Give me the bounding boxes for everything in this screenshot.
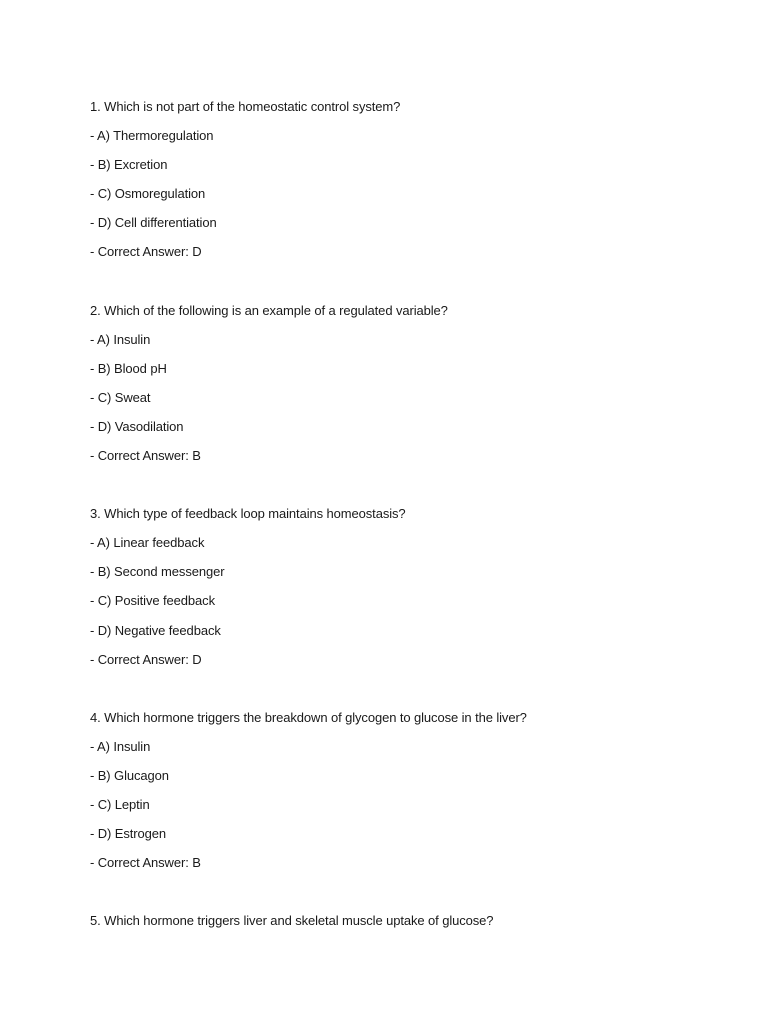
option-c: - C) Positive feedback	[90, 593, 215, 609]
option-a: - A) Insulin	[90, 738, 151, 754]
question-block-4	[90, 703, 730, 878]
correct-answer: - Correct Answer: B	[90, 448, 201, 464]
option-b: - B) Glucagon	[90, 767, 169, 783]
question-text: 1. Which is not part of the homeostatic control system?	[90, 99, 401, 114]
option-d: - D) Estrogen	[90, 826, 167, 842]
question-block-1	[90, 92, 730, 267]
question-block-2	[90, 296, 730, 471]
question-block-3	[90, 499, 730, 674]
correct-answer: - Correct Answer: B	[90, 855, 201, 871]
option-a: - A) Insulin	[90, 331, 151, 347]
option-c: - C) Leptin	[90, 796, 150, 812]
option-c: - C) Osmoregulation	[90, 186, 206, 202]
option-b: - B) Blood pH	[90, 360, 167, 376]
correct-answer: - Correct Answer: D	[90, 651, 202, 667]
option-a: - A) Linear feedback	[90, 535, 205, 551]
question-text: 2. Which of the following is an example of a regulated variable?	[90, 302, 448, 318]
correct-answer: - Correct Answer: D	[90, 244, 202, 260]
question-text: 5. Which hormone triggers liver and skeletal muscle uptake of glucose?	[90, 913, 494, 929]
question-text: 4. Which hormone triggers the breakdown of glycogen to glucose in the liver?	[90, 709, 527, 725]
question-text: 3. Which type of feedback loop maintains homeostasis?	[90, 506, 406, 522]
option-d: - D) Vasodilation	[90, 418, 184, 434]
document-page	[90, 92, 730, 964]
option-b: - B) Second messenger	[90, 564, 225, 580]
option-d: - D) Cell differentiation	[90, 215, 217, 231]
question-block-5	[90, 906, 730, 935]
option-d: - D) Negative feedback	[90, 622, 221, 638]
option-b: - B) Excretion	[90, 157, 168, 173]
option-c: - C) Sweat	[90, 389, 151, 405]
option-a: - A) Thermoregulation	[90, 128, 214, 144]
